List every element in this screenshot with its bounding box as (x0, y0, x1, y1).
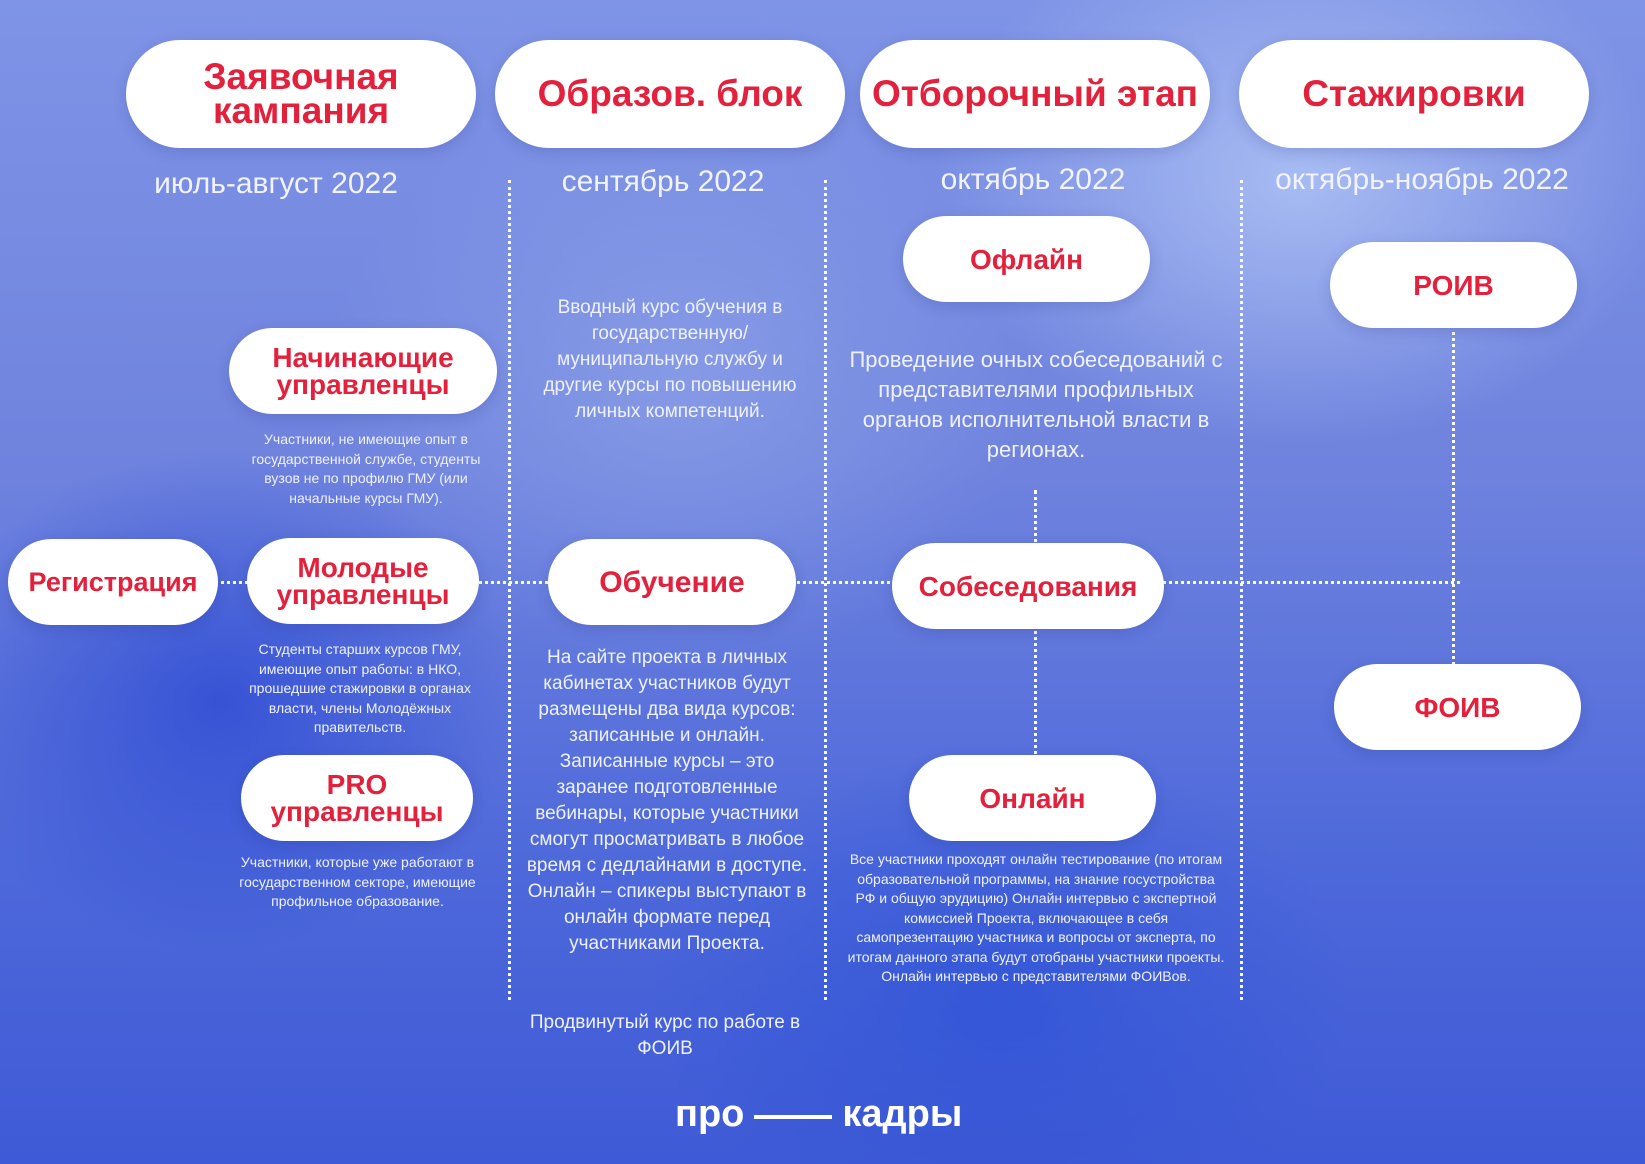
phase-internship-title: Стажировки (1239, 40, 1589, 148)
logo-dash (754, 1115, 832, 1119)
phase-selection-title: Отборочный этап (860, 40, 1210, 148)
logo-left-word: про (675, 1093, 745, 1135)
column-divider-2 (824, 180, 827, 1000)
node-offline: Офлайн (903, 216, 1150, 302)
column-divider-3 (1240, 180, 1243, 1000)
phase-application-date: июль-август 2022 (154, 167, 398, 200)
interviews-to-online-line (1034, 625, 1037, 760)
node-young: Молодые управленцы (247, 538, 479, 624)
phase-education-title: Образов. блок (495, 40, 845, 148)
column-divider-1 (508, 180, 511, 1000)
advanced-course-text: Продвинутый курс по работе в ФОИВ (529, 1012, 801, 1059)
node-interviews: Собеседования (892, 543, 1164, 629)
offline-description: Проведение очных собеседований с представителями профильных органов исполнительной власти в регионах. (849, 347, 1223, 462)
intro-course-text: Вводный курс обучения в государственную/ муниципальную службу и другие курсы по повышению личных компетенций. (543, 297, 797, 422)
node-online: Онлайн (909, 755, 1156, 841)
online-description: Все участники проходят онлайн тестирование (по итогам образовательной программы, на знание госустройства РФ и общую эрудицию) Онлайн интервью с экспертной комиссией Проекта, включающее в себя самопрезентацию участника и вопросы от эксперта, по итогам данного этапа будут отобраны участники проекты. Онлайн интервью с представителями ФОИВов. (847, 851, 1225, 984)
phase-education-date: сентябрь 2022 (561, 165, 765, 198)
phase-internship-date: октябрь-ноябрь 2022 (1275, 163, 1569, 196)
node-foiv: ФОИВ (1334, 664, 1581, 750)
pro-description: Участники, которые уже работают в государственном секторе, имеющие профильное образование. (239, 854, 476, 909)
roiv-to-foiv-line (1452, 325, 1455, 665)
logo-right-word: кадры (842, 1093, 963, 1135)
beginners-description: Участники, не имеющие опыт в государственной службе, студенты вузов не по профилю ГМУ (или начальные курсы ГМУ). (251, 431, 481, 506)
phase-selection-date: октябрь 2022 (940, 163, 1126, 196)
training-description: На сайте проекта в личных кабинетах участников будут размещены два вида курсов: записанные и онлайн. Записанные курсы – это заранее подготовленные вебинары, которые участники смогут просматривать в любое время с дедлайнами в доступе. Онлайн – спикеры выступают в онлайн формате перед участниками Проекта. (526, 647, 808, 954)
offline-to-interviews-line (1034, 490, 1037, 550)
node-training: Обучение (548, 539, 796, 625)
node-roiv: РОИВ (1330, 242, 1577, 328)
node-registration: Регистрация (8, 539, 218, 625)
node-pro: PRO управленцы (241, 755, 473, 841)
young-description: Студенты старших курсов ГМУ, имеющие опыт работы: в НКО, прошедшие стажировки в органах власти, члены Молодёжных правительств. (249, 641, 471, 735)
phase-application-title: Заявочная кампания (126, 40, 476, 148)
node-beginners: Начинающие управленцы (229, 328, 497, 414)
pro-kadry-logo (675, 1093, 962, 1136)
